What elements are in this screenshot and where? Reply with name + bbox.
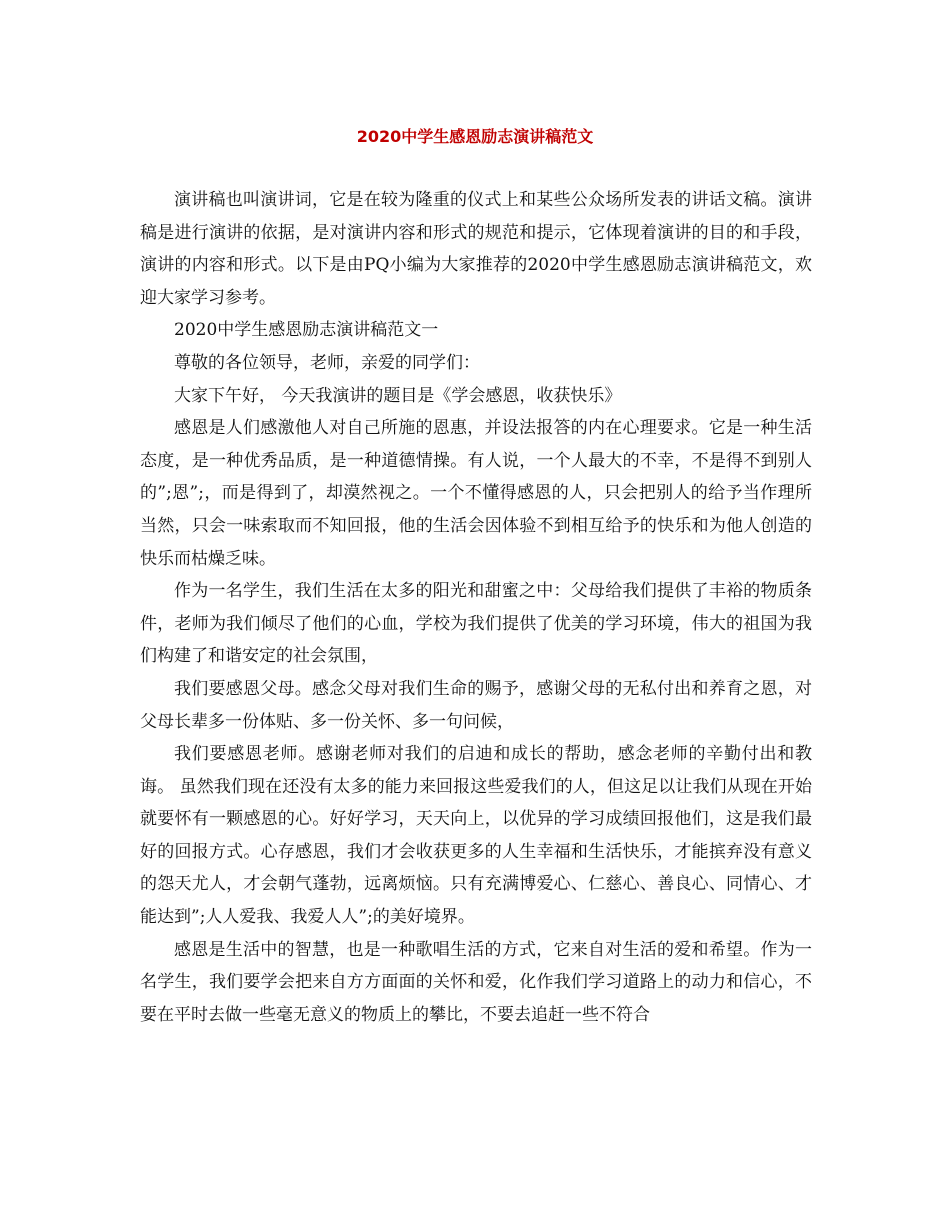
paragraph-section-heading: 2020中学生感恩励志演讲稿范文一 <box>174 320 439 341</box>
paragraph-gratitude-definition: 感恩是人们感激他人对自己所施的恩惠，并设法报答的内在心理要求。它是一种生活态度，是一种优秀品质，是一种道德情操。有人说，一个人最大的不幸，不是得不到别人的”;恩”;，而是得到了，却漠然视之。一个不懂得感恩的人，只会把别人的给予当作理所当然，只会一味索取而不知回报，他的生活会因体验不到相互给予的快乐和为他人创造的快乐而枯燥乏味。 <box>140 418 812 569</box>
paragraph-intro: 演讲稿也叫演讲词，它是在较为隆重的仪式上和某些公众场所发表的讲话文稿。演讲稿是进行演讲的依据，是对演讲内容和形式的规范和提示，它体现着演讲的目的和手段，演讲的内容和形式。以下是由PQ小编为大家推荐的2020中学生感恩励志演讲稿范文，欢迎大家学习参考。 <box>140 190 812 308</box>
document-body <box>140 184 812 1031</box>
paragraph-gratitude-wisdom: 感恩是生活中的智慧，也是一种歌唱生活的方式，它来自对生活的爱和希望。作为一名学生，我们要学会把来自方方面面的关怀和爱，化作我们学习道路上的动力和信心，不要在平时去做一些毫无意义的物质上的攀比，不要去追赶一些不符合 <box>140 939 812 1025</box>
paragraph-thank-teachers: 我们要感恩老师。感谢老师对我们的启迪和成长的帮助，感念老师的辛勤付出和教诲。 虽然我们现在还没有太多的能力来回报这些爱我们的人，但这足以让我们从现在开始就要怀有一颗感恩的心。好好学习，天天向上，以优异的学习成绩回报他们，这是我们最好的回报方式。心存感恩，我们才会收获更多的人生幸福和生活快乐，才能摈弃没有意义的怨天尤人，才会朝气蓬勃，远离烦恼。只有充满博爱心、仁慈心、善良心、同情心、才能达到”;人人爱我、我爱人人”;的美好境界。 <box>140 744 812 928</box>
paragraph-salutation: 尊敬的各位领导，老师，亲爱的同学们： <box>174 352 480 373</box>
paragraph-greeting: 大家下午好， 今天我演讲的题目是《学会感恩，收获快乐》 <box>174 385 622 406</box>
paragraph-student-life: 作为一名学生，我们生活在太多的阳光和甜蜜之中：父母给我们提供了丰裕的物质条件，老师为我们倾尽了他们的心血，学校为我们提供了优美的学习环境，伟大的祖国为我们构建了和谐安定的社会氛围， <box>140 581 812 667</box>
document-title: 2020中学生感恩励志演讲稿范文 <box>356 127 594 146</box>
paragraph-thank-parents: 我们要感恩父母。感念父母对我们生命的赐予，感谢父母的无私付出和养育之恩，对父母长辈多一份体贴、多一份关怀、多一句问候， <box>140 678 812 732</box>
